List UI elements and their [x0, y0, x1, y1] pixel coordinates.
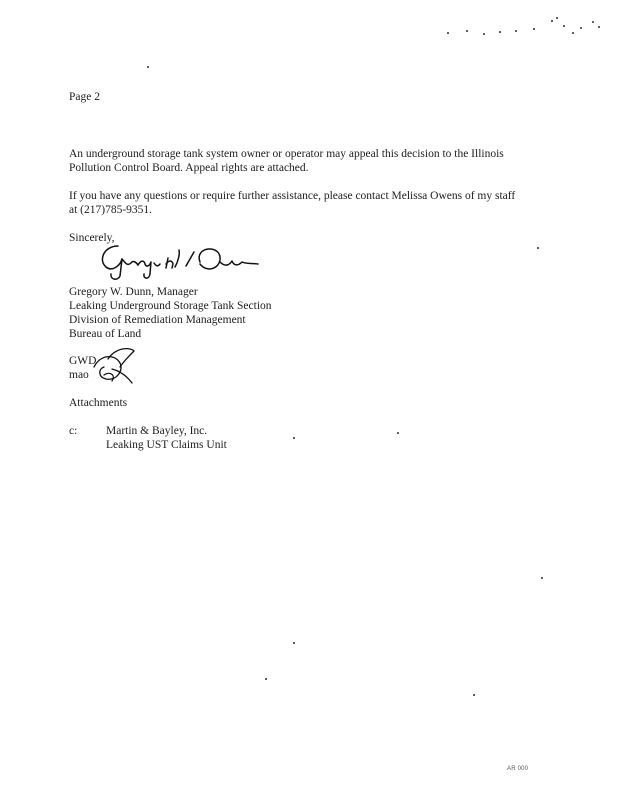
paragraph-line: An underground storage tank system owner or operator may appeal this decision to the Illinois — [69, 148, 504, 160]
attachments-label: Attachments — [69, 397, 128, 409]
cc-label: c: — [69, 425, 78, 437]
author-initials: GWD — [69, 355, 97, 367]
bates-stamp: AR 000 — [507, 766, 529, 772]
handwritten-signature — [96, 240, 266, 282]
cc-recipient: Leaking UST Claims Unit — [106, 439, 227, 451]
handwritten-initials-mark — [90, 345, 138, 391]
cc-recipients — [106, 424, 227, 452]
signature-block — [69, 285, 272, 341]
signer-section: Leaking Underground Storage Tank Section — [69, 300, 272, 312]
cc-recipient: Martin & Bayley, Inc. — [106, 425, 208, 437]
contact-paragraph — [69, 189, 515, 217]
paragraph-line: at (217)785-9351. — [69, 204, 153, 216]
paragraph-line: If you have any questions or require further assistance, please contact Melissa Owens of my staff — [69, 190, 516, 202]
signer-name-title: Gregory W. Dunn, Manager — [69, 286, 198, 298]
signer-division: Division of Remediation Management — [69, 314, 246, 326]
page-number: Page 2 — [69, 91, 100, 103]
signer-bureau: Bureau of Land — [69, 328, 142, 340]
appeal-paragraph — [69, 147, 504, 175]
closing: Sincerely, — [69, 232, 115, 244]
typist-initials: mao — [69, 369, 89, 381]
paragraph-line: Pollution Control Board. Appeal rights are attached. — [69, 162, 309, 174]
